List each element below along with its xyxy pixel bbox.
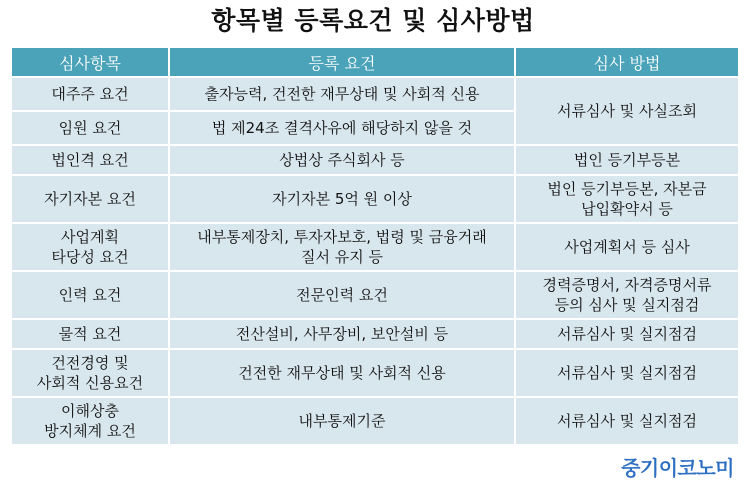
- method-cell: 서류심사 및 실지점검: [516, 398, 738, 444]
- requirement-cell: 전문인력 요건: [170, 272, 514, 318]
- page-title: 항목별 등록요건 및 심사방법: [211, 6, 535, 35]
- item-cell: 건전경영 및 사회적 신용요건: [12, 350, 168, 396]
- method-cell: 법인 등기부등본, 자본금 납입확약서 등: [516, 176, 738, 222]
- method-cell: 서류심사 및 실지점검: [516, 350, 738, 396]
- requirement-cell: 상법상 주식회사 등: [170, 146, 514, 174]
- item-cell: 인력 요건: [12, 272, 168, 318]
- table-row: [12, 320, 738, 348]
- table-row: [12, 398, 738, 444]
- header-method: 심사 방법: [516, 48, 738, 76]
- header-requirement: 등록 요건: [170, 48, 514, 76]
- requirement-cell: 법 제24조 결격사유에 해당하지 않을 것: [170, 112, 514, 144]
- method-cell: 서류심사 및 사실조회: [516, 78, 738, 144]
- table-row: [12, 176, 738, 222]
- table-row: [12, 350, 738, 396]
- item-cell: 자기자본 요건: [12, 176, 168, 222]
- table-row: [12, 272, 738, 318]
- item-cell: 물적 요건: [12, 320, 168, 348]
- requirement-cell: 출자능력, 건전한 재무상태 및 사회적 신용: [170, 78, 514, 110]
- requirement-cell: 내부통제기준: [170, 398, 514, 444]
- brand-logo: 중기이코노미: [621, 456, 734, 480]
- requirement-cell: 전산설비, 사무장비, 보안설비 등: [170, 320, 514, 348]
- header-item: 심사항목: [12, 48, 168, 76]
- requirements-table: [10, 46, 740, 446]
- method-cell: 법인 등기부등본: [516, 146, 738, 174]
- requirement-cell: 자기자본 5억 원 이상: [170, 176, 514, 222]
- method-cell: 사업계획서 등 심사: [516, 224, 738, 270]
- requirement-cell: 내부통제장치, 투자자보호, 법령 및 금융거래 질서 유지 등: [170, 224, 514, 270]
- table-row: [12, 146, 738, 174]
- item-cell: 임원 요건: [12, 112, 168, 144]
- table-row: [12, 224, 738, 270]
- requirement-cell: 건전한 재무상태 및 사회적 신용: [170, 350, 514, 396]
- item-cell: 대주주 요건: [12, 78, 168, 110]
- table-row: [12, 78, 738, 110]
- method-cell: 경력증명서, 자격증명서류 등의 심사 및 실지점검: [516, 272, 738, 318]
- item-cell: 사업계획 타당성 요건: [12, 224, 168, 270]
- item-cell: 이해상충 방지체계 요건: [12, 398, 168, 444]
- method-cell: 서류심사 및 실지점검: [516, 320, 738, 348]
- table-header-row: [12, 48, 738, 76]
- item-cell: 법인격 요건: [12, 146, 168, 174]
